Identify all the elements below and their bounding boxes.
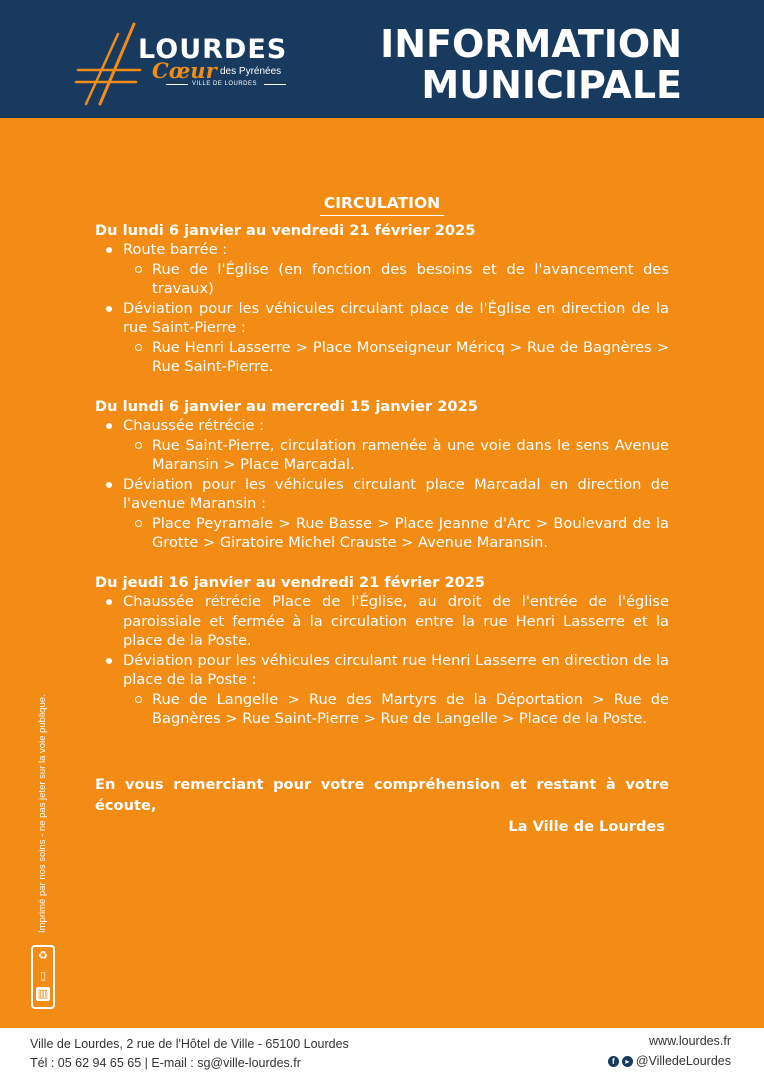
facebook-icon[interactable]: f bbox=[608, 1056, 619, 1067]
header-title-line2: MUNICIPALE bbox=[421, 63, 682, 107]
logo-divider-right bbox=[264, 84, 286, 85]
recycle-badge bbox=[31, 945, 55, 1009]
recycle-icon: ♻ bbox=[38, 950, 48, 962]
social-links bbox=[608, 1052, 731, 1071]
sub-list-item: Rue de Langelle > Rue des Martyrs de la Déportation > Rue de Bagnères > Rue Saint-Pierre > Rue de Langelle > Place de la Poste. bbox=[123, 690, 669, 729]
section-heading: Du lundi 6 janvier au vendredi 21 février 2025 bbox=[95, 221, 476, 239]
logo-name: LOURDES bbox=[138, 34, 288, 65]
list-item: Déviation pour les véhicules circulant place Marcadal en direction de l'avenue Maransin : Place Peyramale > Rue Basse > Place Jeanne d'Arc > Boulevard de la Grotte > Giratoire Michel Crauste > Avenue Maransin. bbox=[95, 475, 669, 553]
header bbox=[0, 0, 764, 118]
logo-tagline-script: Cœur bbox=[152, 58, 217, 83]
closing-text: En vous remerciant pour votre compréhension et restant à votre écoute, bbox=[95, 776, 669, 814]
section-heading: Du lundi 6 janvier au mercredi 15 janvier 2025 bbox=[95, 397, 478, 415]
social-handle[interactable]: @VilledeLourdes bbox=[635, 1054, 731, 1068]
sub-list-item: Rue Saint-Pierre, circulation ramenée à une voie dans le sens Avenue Maransin > Place Marcadal. bbox=[123, 436, 669, 475]
lourdes-logo bbox=[74, 20, 304, 106]
logo-divider-left bbox=[166, 84, 188, 85]
footer-links bbox=[608, 1032, 731, 1071]
sub-list-item: Rue de l'Église (en fonction des besoins et de l'avancement des travaux) bbox=[123, 260, 669, 299]
sub-list-item: Rue Henri Lasserre > Place Monseigneur Méricq > Rue de Bagnères > Rue Saint-Pierre. bbox=[123, 338, 669, 377]
footer-contact: Tél : 05 62 94 65 65 | E-mail : sg@ville-lourdes.fr bbox=[30, 1056, 301, 1070]
content bbox=[95, 194, 669, 749]
footer-address: Ville de Lourdes, 2 rue de l'Hôtel de Ville - 65100 Lourdes bbox=[30, 1037, 349, 1051]
header-title bbox=[380, 24, 682, 106]
youtube-icon[interactable]: ▸ bbox=[622, 1056, 633, 1067]
sub-list-item: Place Peyramale > Rue Basse > Place Jeanne d'Arc > Boulevard de la Grotte > Giratoire Michel Crauste > Avenue Maransin. bbox=[123, 514, 669, 553]
section-heading: Du jeudi 16 janvier au vendredi 21 février 2025 bbox=[95, 573, 486, 591]
list-item: Route barrée : Rue de l'Église (en fonction des besoins et de l'avancement des travaux) bbox=[95, 240, 669, 299]
side-note: Imprimé par nos soins - ne pas jeter sur la voie publique. bbox=[37, 694, 48, 933]
section-3 bbox=[95, 573, 669, 729]
logo-tagline: des Pyrénées bbox=[220, 66, 282, 77]
section-2 bbox=[95, 397, 669, 553]
paper-icon: ▯ bbox=[39, 970, 47, 982]
list-item: Déviation pour les véhicules circulant rue Henri Lasserre en direction de la place de la Poste : Rue de Langelle > Rue des Martyrs de la Déportation > Rue de Bagnères > Rue Saint-Pierre > Rue de Langelle > Place de la Poste. bbox=[95, 651, 669, 729]
list-item: Déviation pour les véhicules circulant place de l'Église en direction de la rue Saint-Pierre : Rue Henri Lasserre > Place Monseigneur Méricq > Rue de Bagnères > Rue Saint-Pierre. bbox=[95, 299, 669, 377]
list-item: Chaussée rétrécie : Rue Saint-Pierre, circulation ramenée à une voie dans le sens Avenue Maransin > Place Marcadal. bbox=[95, 416, 669, 475]
logo-subtitle: VILLE DE LOURDES bbox=[192, 81, 258, 87]
section-1 bbox=[95, 221, 669, 377]
website-link[interactable]: www.lourdes.fr bbox=[649, 1034, 731, 1048]
bin-icon: ▥ bbox=[37, 988, 49, 1000]
header-title-line1: INFORMATION bbox=[380, 22, 682, 66]
list-item: Chaussée rétrécie Place de l'Église, au droit de l'entrée de l'église paroissiale et fermée à la circulation entre la rue Henri Lasserre et la place de la Poste. bbox=[95, 592, 669, 651]
signature: La Ville de Lourdes bbox=[508, 818, 665, 835]
content-title: CIRCULATION bbox=[95, 194, 669, 216]
footer-address-block bbox=[30, 1035, 349, 1073]
